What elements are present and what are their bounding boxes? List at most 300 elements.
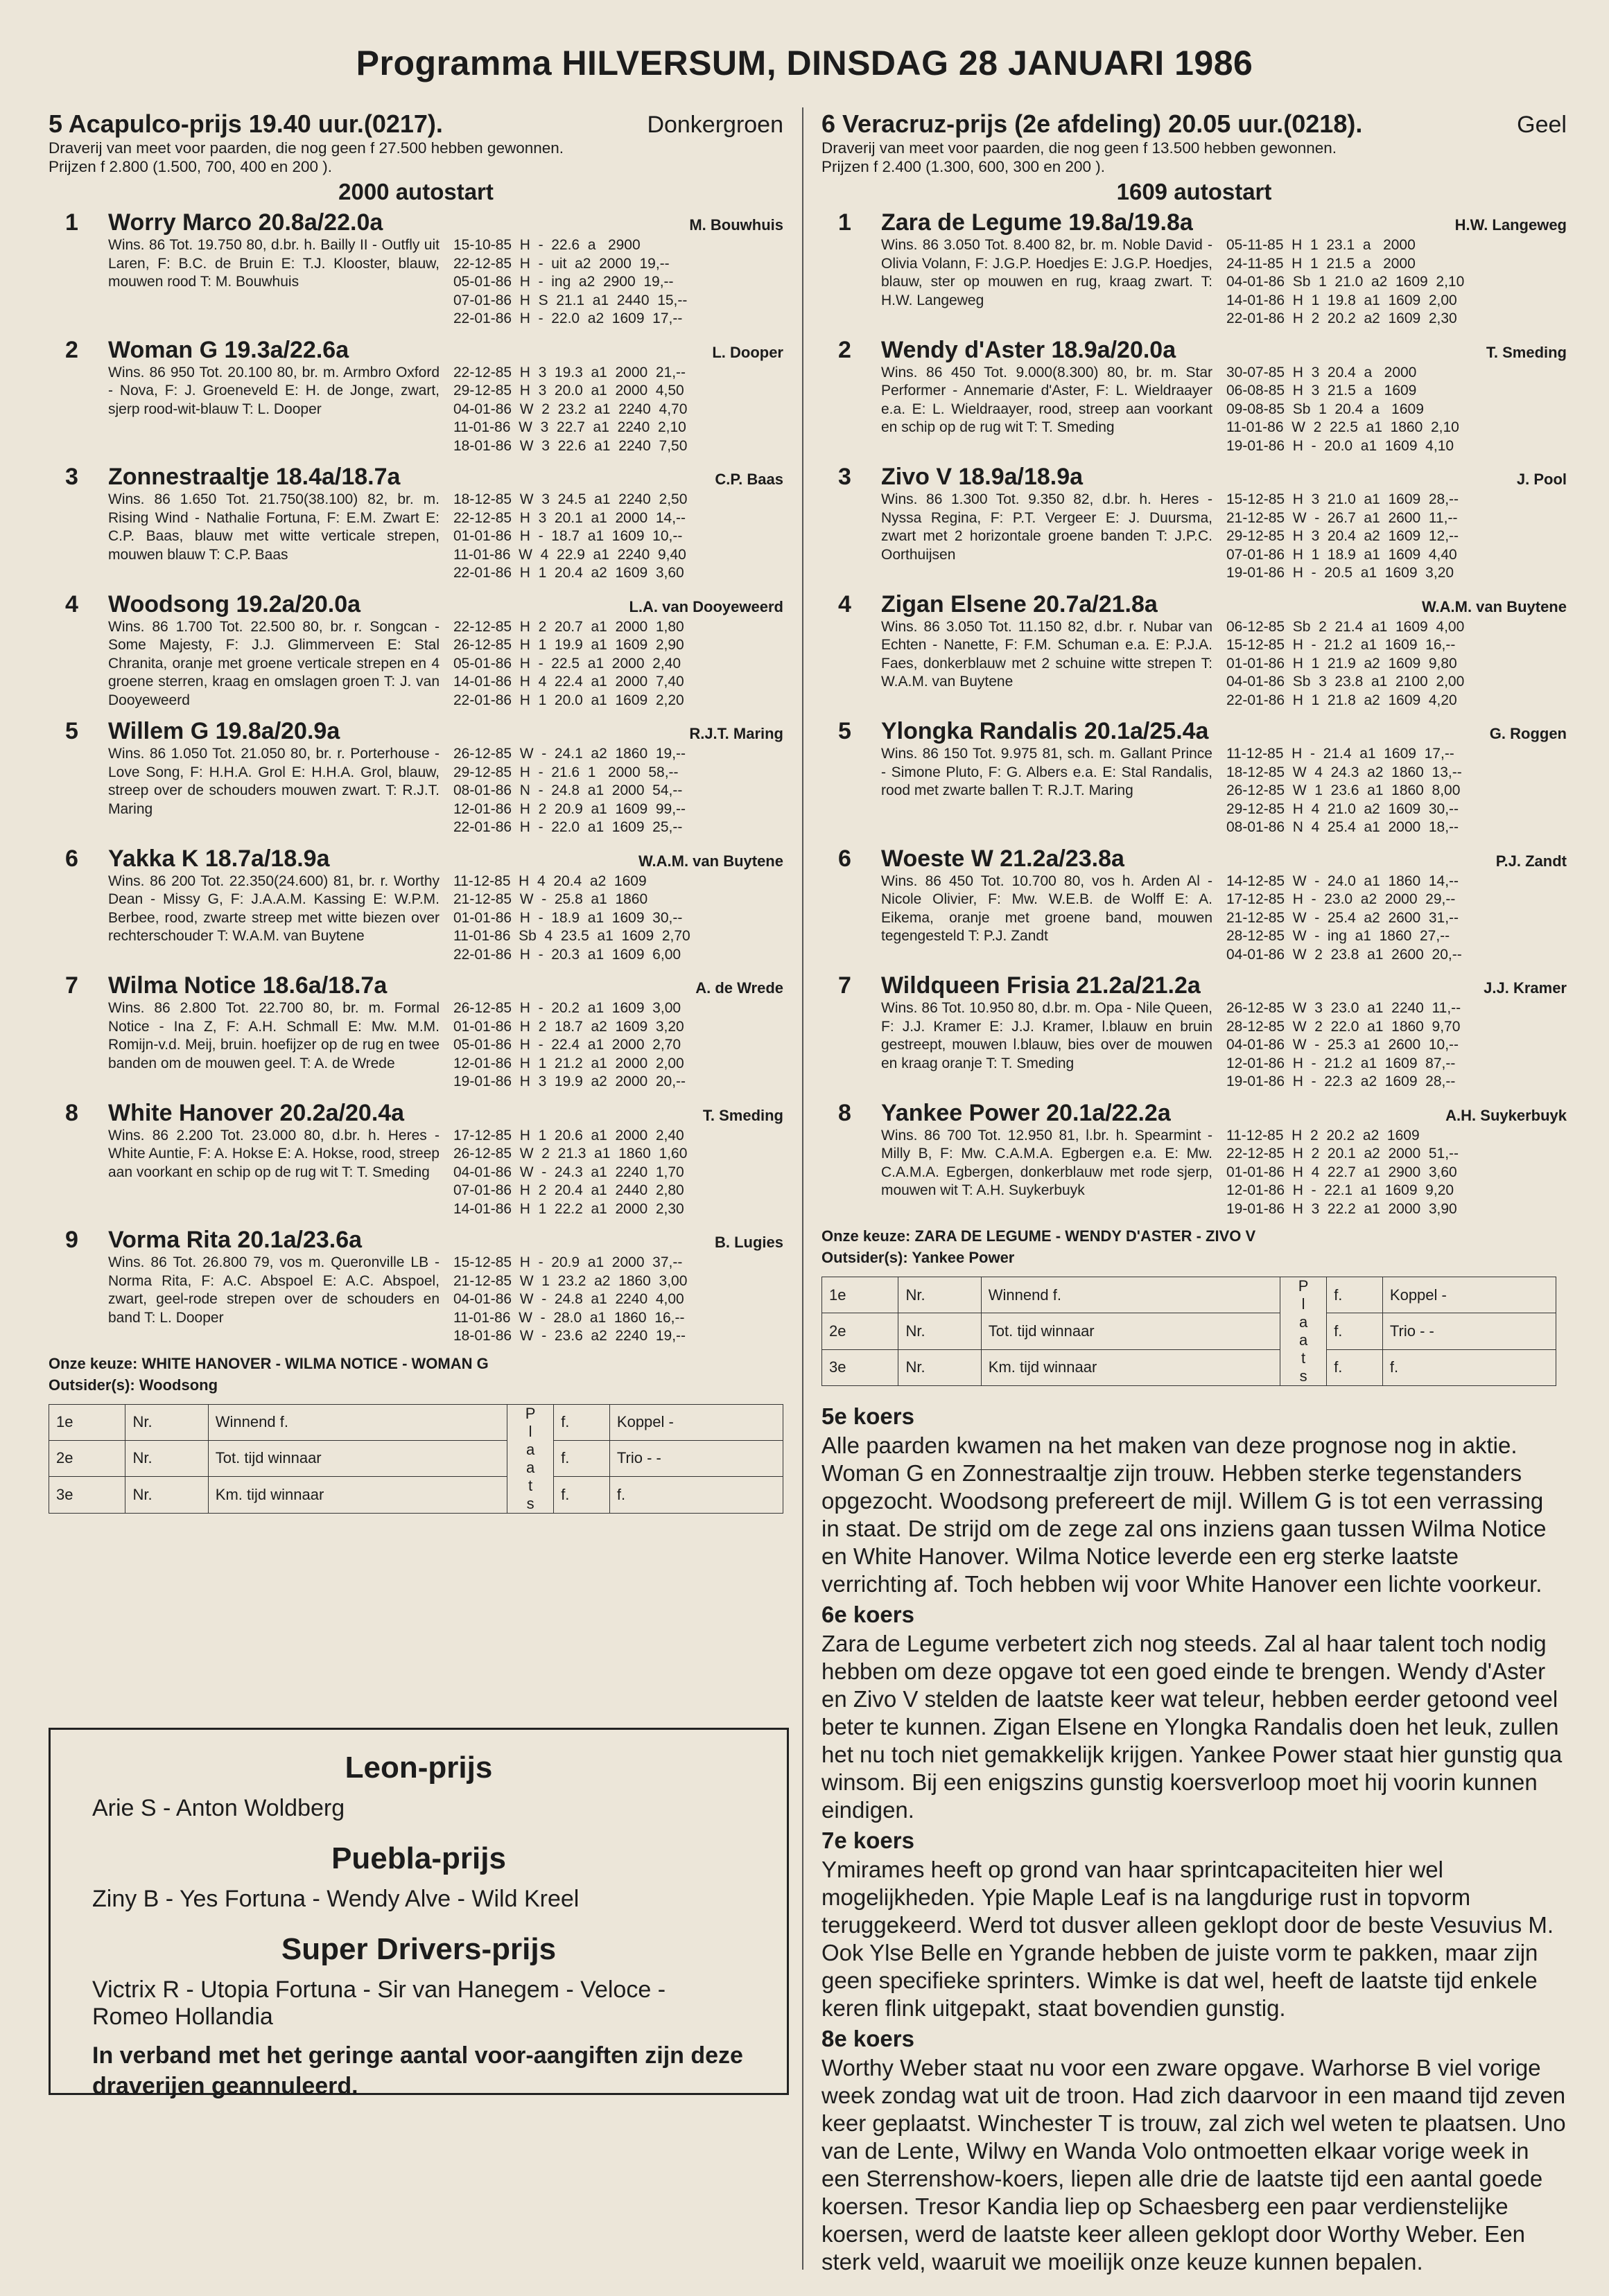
form-line: 19-01-86 H - 20.5 a1 1609 3,20 xyxy=(1226,565,1454,581)
race-conditions: Draverij van meet voor paarden, die nog geen f 13.500 hebben gewonnen. xyxy=(821,139,1337,157)
form-line: 19-01-86 H - 20.0 a1 1609 4,10 xyxy=(1226,437,1454,454)
form-line: 26-12-85 H - 20.2 a1 1609 3,00 xyxy=(453,1000,681,1016)
plaats-letter: P xyxy=(1298,1277,1309,1295)
form-row xyxy=(1226,292,1468,310)
form-row xyxy=(453,692,688,710)
horse-number: 8 xyxy=(65,1099,78,1126)
form-line: 28-12-85 W - ing a1 1860 27,-- xyxy=(1226,928,1450,944)
form-row xyxy=(1226,873,1466,891)
horse-number: 2 xyxy=(838,336,851,363)
form-row xyxy=(1226,527,1463,546)
plaats-letter: a xyxy=(1298,1331,1308,1349)
horse-driver: A.H. Suykerbuyk xyxy=(1445,1106,1567,1124)
form-line: 17-12-85 H - 23.0 a2 2000 29,-- xyxy=(1226,891,1456,907)
horse-name: Woodsong 19.2a/20.0a xyxy=(108,590,361,617)
form-line: 21-12-85 W 1 23.2 a2 1860 3,00 xyxy=(453,1272,688,1289)
form-line: 11-01-86 W 3 22.7 a1 2240 2,10 xyxy=(453,419,686,435)
form-row xyxy=(1226,401,1463,419)
form-row xyxy=(453,1254,691,1272)
form-row xyxy=(453,382,691,401)
horse-body xyxy=(108,745,783,837)
race-prizes: Prijzen f 2.800 (1.500, 700, 400 en 200 ). xyxy=(49,158,333,175)
form-line: 15-12-85 H 3 21.0 a1 1609 28,-- xyxy=(1226,491,1459,507)
horse-form xyxy=(453,236,691,328)
form-row xyxy=(1226,655,1468,674)
plaats-letter: a xyxy=(525,1440,535,1458)
nr-cell: Nr. xyxy=(125,1477,208,1513)
form-line: 05-11-85 H 1 23.1 a 2000 xyxy=(1226,237,1416,253)
form-row xyxy=(1226,999,1465,1018)
form-line: 11-01-86 W 4 22.9 a1 2240 9,40 xyxy=(453,546,686,563)
horse-header xyxy=(821,337,1567,364)
horse-body xyxy=(881,491,1567,583)
horse-header xyxy=(49,1227,783,1254)
form-line: 08-01-86 N 4 25.4 a1 2000 18,-- xyxy=(1226,819,1459,835)
form-line: 22-01-86 H 1 20.0 a1 1609 2,20 xyxy=(453,692,684,708)
horse-description: Wins. 86 700 Tot. 12.950 81, l.br. h. Spearmint - Milly B, F: Mw. C.A.M.A. Egbergen e.a. E: Mw. C.A.M.A. Egbergen, donkerblauw met rode sjerp, mouwen wit T: A.H. Suykerbuyk xyxy=(881,1127,1212,1198)
plaats-letter: l xyxy=(1301,1295,1305,1313)
form-row xyxy=(453,1018,690,1037)
form-line: 30-07-85 H 3 20.4 a 2000 xyxy=(1226,364,1417,380)
form-line: 04-01-86 W - 25.3 a1 2600 10,-- xyxy=(1226,1037,1459,1053)
form-row xyxy=(453,546,691,565)
horse-header xyxy=(49,209,783,236)
form-table xyxy=(1226,873,1466,965)
horse-driver: L. Dooper xyxy=(712,343,783,361)
horse-header xyxy=(821,972,1567,999)
horse-number: 3 xyxy=(65,464,78,490)
form-row xyxy=(1226,364,1463,383)
form-line: 04-01-86 W - 24.8 a1 2240 4,00 xyxy=(453,1291,684,1307)
form-row xyxy=(1226,1055,1465,1073)
result-row xyxy=(822,1313,1556,1349)
horse-body xyxy=(881,745,1567,837)
form-table xyxy=(453,873,695,965)
form-line: 11-01-86 W 2 22.5 a1 1860 2,10 xyxy=(1226,419,1459,435)
form-line: 26-12-85 W - 24.1 a2 1860 19,-- xyxy=(453,746,686,762)
horse-header xyxy=(821,845,1567,873)
plaats-label-cell xyxy=(507,1404,553,1513)
form-line: 01-01-86 H 1 21.9 a2 1609 9,80 xyxy=(1226,655,1457,672)
form-row xyxy=(453,800,690,819)
form-table xyxy=(453,745,690,837)
result-row xyxy=(49,1477,783,1513)
horse-form xyxy=(1226,873,1466,965)
horse-number: 4 xyxy=(838,590,851,617)
form-row xyxy=(453,364,691,383)
form-row xyxy=(1226,618,1468,637)
combo-cell: Trio - - xyxy=(1382,1313,1556,1349)
form-line: 11-01-86 W - 28.0 a1 1860 16,-- xyxy=(453,1309,685,1326)
commentary-text: Zara de Legume verbetert zich nog steeds. Zal al haar talent toch nodig hebben om deze opgave tot een goed einde te brengen. Wendy d'Aster en Zivo V stelden de laatste keer wat teleur, hebben eerder getoond veel beter te kunnen. Zigan Elsene en Ylongka Randalis doen het leuk, zullen het nu toch niet gemakkelijk krijgen. Yankee Power staat hier gunstig qua winsom. Bij een enigszins gunstig koersverloop moet hij voorin kunnen eindigen. xyxy=(821,1631,1563,1823)
horse-driver: W.A.M. van Buytene xyxy=(638,852,783,870)
horse-description: Wins. 86 1.650 Tot. 21.750(38.100) 82, br. m. Rising Wind - Nathalie Fortuna, F: E.M. Zwart E: C.P. Baas, blauw met witte verticale strepen, mouwen blauw T: C.P. Baas xyxy=(108,491,440,563)
horse-description: Wins. 86 3.050 Tot. 11.150 82, d.br. r. Nubar van Echten - Nanette, F: F.M. Schuman e.a. E: P.J.A. Faes, donkerblauw met 2 schuine witte strepen T: W.A.M. van Buytene xyxy=(881,618,1212,690)
horse-name-line xyxy=(821,209,1193,236)
form-line: 28-12-85 W 2 22.0 a1 1860 9,70 xyxy=(1226,1018,1461,1035)
form-line: 07-01-86 H 1 18.9 a1 1609 4,40 xyxy=(1226,546,1457,563)
form-line: 19-01-86 H 3 19.9 a2 2000 20,-- xyxy=(453,1073,686,1089)
horse-body xyxy=(881,364,1567,456)
horse-form xyxy=(1226,618,1468,710)
result-label-cell: Km. tijd winnaar xyxy=(208,1477,507,1513)
horse-header xyxy=(49,464,783,491)
form-line: 29-12-85 H 3 20.4 a2 1609 12,-- xyxy=(1226,528,1459,544)
horse-name: Wilma Notice 18.6a/18.7a xyxy=(108,972,388,999)
horse-driver: H.W. Langeweg xyxy=(1454,216,1567,234)
form-row xyxy=(453,236,691,255)
horse-description: Wins. 86 2.800 Tot. 22.700 80, br. m. Formal Notice - Ina Z, F: A.H. Schmall E: Mw. M.M. Romijn-v.d. Meij, bruin. hoefijzer op de rug en twee banden om de mouwen geel. T: A. de Wrede xyxy=(108,1000,440,1071)
race-title: 6 Veracruz-prijs (2e afdeling) 20.05 uur.(0218). xyxy=(821,109,1363,138)
form-line: 14-01-86 H 4 22.4 a1 2000 7,40 xyxy=(453,674,684,690)
form-table xyxy=(1226,618,1468,710)
form-line: 22-01-86 H 2 20.2 a2 1609 2,30 xyxy=(1226,310,1457,326)
horse-entry xyxy=(49,718,783,837)
horse-number: 5 xyxy=(65,718,78,744)
form-table xyxy=(453,1254,691,1346)
horse-header xyxy=(49,591,783,618)
horse-name: Yankee Power 20.1a/22.2a xyxy=(881,1099,1171,1126)
form-line: 07-01-86 H S 21.1 a1 2440 15,-- xyxy=(453,292,688,308)
form-row xyxy=(1226,1200,1463,1219)
form-line: 22-12-85 H 3 19.3 a1 2000 21,-- xyxy=(453,364,686,380)
horse-name-line xyxy=(49,591,360,618)
form-row xyxy=(1226,745,1466,764)
place-f-cell: f. xyxy=(1327,1349,1383,1385)
form-row xyxy=(1226,927,1466,946)
horse-number: 4 xyxy=(65,590,78,617)
form-row xyxy=(1226,382,1463,401)
horse-description: Wins. 86 950 Tot. 20.100 80, br. m. Armbro Oxford - Nova, F: J. Groeneveld E: H. de Jonge, zwart, sjerp rood-wit-blauw T: L. Dooper xyxy=(108,364,440,417)
horse-header xyxy=(49,718,783,745)
form-line: 15-10-85 H - 22.6 a 2900 xyxy=(453,237,641,253)
form-line: 26-12-85 W 3 23.0 a1 2240 11,-- xyxy=(1226,1000,1461,1016)
form-row xyxy=(453,1073,690,1092)
horse-number: 3 xyxy=(838,464,851,490)
form-line: 22-01-86 H 1 20.4 a2 1609 3,60 xyxy=(453,565,684,581)
result-table xyxy=(821,1277,1556,1386)
horse-number: 5 xyxy=(838,718,851,744)
race-prizes: Prijzen f 2.400 (1.300, 600, 300 en 200 ). xyxy=(821,158,1106,175)
form-row xyxy=(453,1145,691,1164)
horse-number: 6 xyxy=(65,845,78,872)
super-drivers-text: Victrix R - Utopia Fortuna - Sir van Hanegem - Veloce - Romeo Hollandia xyxy=(92,1977,666,2030)
horse-form xyxy=(1226,1127,1463,1219)
place-cell: 1e xyxy=(822,1277,898,1313)
form-line: 06-08-85 H 3 21.5 a 1609 xyxy=(1226,383,1417,398)
form-line: 11-12-85 H 4 20.4 a2 1609 xyxy=(453,873,647,889)
horse-header xyxy=(49,845,783,873)
race-header xyxy=(821,109,1567,139)
horse-header xyxy=(49,1100,783,1127)
horse-entry xyxy=(821,337,1567,456)
outsider: Outsider(s): Woodsong xyxy=(49,1376,218,1394)
commentary-text: Alle paarden kwamen na het maken van deze prognose nog in aktie. Woman G en Zonnestraaltje zijn trouw. Hebben sterke tegenstanders opgezocht. Woodsong prefereert de mijl. Willem G is tot een verrassing in staat. De strijd om de zege zal ons inziens gaan tussen Wilma Notice en White Hanover. Wilma Notice leverde een erg sterke laatste verrichting af. Toch hebben wij voor White Hanover een lichte voorkeur. xyxy=(821,1432,1547,1597)
form-line: 06-12-85 Sb 2 21.4 a1 1609 4,00 xyxy=(1226,618,1465,635)
race-5-column xyxy=(49,109,783,1514)
horse-driver: P.J. Zandt xyxy=(1495,852,1567,870)
horse-name: Zivo V 18.9a/18.9a xyxy=(881,464,1084,490)
form-line: 22-01-86 H - 22.0 a1 1609 25,-- xyxy=(453,819,683,835)
form-line: 14-12-85 W - 24.0 a1 1860 14,-- xyxy=(1226,873,1459,889)
horse-form xyxy=(453,873,695,965)
form-row xyxy=(1226,273,1468,292)
form-row xyxy=(453,764,690,782)
plaats-letter: a xyxy=(1298,1313,1308,1331)
form-row xyxy=(1226,800,1466,819)
combo-cell: Trio - - xyxy=(609,1440,783,1476)
result-label-cell: Tot. tijd winnaar xyxy=(208,1440,507,1476)
form-line: 12-01-86 H - 21.2 a1 1609 87,-- xyxy=(1226,1055,1456,1071)
form-row xyxy=(1226,764,1466,782)
horse-driver: A. de Wrede xyxy=(695,979,783,997)
form-line: 11-01-86 Sb 4 23.5 a1 1609 2,70 xyxy=(453,928,690,944)
form-line: 04-01-86 W - 24.3 a1 2240 1,70 xyxy=(453,1164,684,1180)
plaats-letter: s xyxy=(1299,1367,1307,1385)
form-line: 14-01-86 H 1 19.8 a1 1609 2,00 xyxy=(1226,292,1457,308)
horse-name-line xyxy=(821,464,1083,491)
form-row xyxy=(453,818,690,837)
horse-entry xyxy=(821,1100,1567,1219)
horse-entry xyxy=(821,591,1567,710)
form-line: 26-12-85 W 2 21.3 a1 1860 1,60 xyxy=(453,1146,688,1162)
our-pick: Onze keuze: WHITE HANOVER - WILMA NOTICE - WOMAN G xyxy=(49,1354,489,1372)
horse-form xyxy=(1226,999,1465,1092)
race-distance: 1609 autostart xyxy=(1116,179,1272,204)
horse-name-line xyxy=(49,718,340,745)
nr-cell: Nr. xyxy=(898,1277,981,1313)
form-row xyxy=(1226,909,1466,928)
place-f-cell: f. xyxy=(554,1440,610,1476)
place-cell: 2e xyxy=(49,1440,125,1476)
form-row xyxy=(453,491,691,509)
horse-form xyxy=(1226,364,1463,456)
horse-number: 2 xyxy=(65,336,78,363)
horse-driver: T. Smeding xyxy=(702,1106,783,1124)
place-cell: 2e xyxy=(822,1313,898,1349)
nr-cell: Nr. xyxy=(125,1404,208,1440)
horse-driver: J.J. Kramer xyxy=(1484,979,1567,997)
horse-entry xyxy=(49,845,783,965)
race-conditions: Draverij van meet voor paarden, die nog geen f 27.500 hebben gewonnen. xyxy=(49,139,564,157)
horse-description: Wins. 86 3.050 Tot. 8.400 82, br. m. Noble David - Olivia Volann, F: J.G.P. Hoedjes E: J.G.P. Hoedjes, blauw, ster op mouwen en rug, kraag zwart. T: H.W. Langeweg xyxy=(881,237,1212,308)
form-row xyxy=(1226,1164,1463,1182)
form-row xyxy=(453,292,691,310)
form-row xyxy=(453,636,688,655)
horse-body xyxy=(108,1127,783,1219)
form-row xyxy=(453,782,690,800)
form-row xyxy=(453,1127,691,1146)
form-table xyxy=(1226,491,1463,583)
form-table xyxy=(453,491,691,583)
horse-form xyxy=(1226,236,1468,328)
horse-form xyxy=(1226,745,1466,837)
form-row xyxy=(453,401,691,419)
form-line: 01-01-86 H 2 18.7 a2 1609 3,20 xyxy=(453,1018,684,1035)
horse-name-line xyxy=(821,718,1208,745)
horse-header xyxy=(821,464,1567,491)
form-row xyxy=(1226,546,1463,565)
horse-driver: J. Pool xyxy=(1516,471,1567,488)
form-line: 22-01-86 H - 22.0 a2 1609 17,-- xyxy=(453,310,683,326)
horse-description: Wins. 86 2.200 Tot. 23.000 80, d.br. h. Heres - White Auntie, F: A. Hokse E: A. Hokse, rood, streep aan voorkant en schip op de rug wit T: T. Smeding xyxy=(108,1127,440,1180)
form-row xyxy=(453,999,690,1018)
form-row xyxy=(453,673,688,692)
horse-header xyxy=(49,337,783,364)
form-line: 01-01-86 H - 18.7 a1 1609 10,-- xyxy=(453,528,683,544)
horse-name-line xyxy=(821,591,1158,618)
race-6-column xyxy=(821,109,1567,2279)
form-line: 29-12-85 H 4 21.0 a2 1609 30,-- xyxy=(1226,800,1459,817)
form-row xyxy=(1226,818,1466,837)
form-row xyxy=(453,1200,691,1219)
result-label-cell: Winnend f. xyxy=(981,1277,1280,1313)
horse-description: Wins. 86 1.050 Tot. 21.050 80, br. r. Porterhouse - Love Song, F: H.H.A. Grol E: H.H.A. Grol, blauw, streep over de schouders mouwen zwart. T: R.J.T. Maring xyxy=(108,746,440,817)
result-table xyxy=(49,1404,783,1514)
plaats-label-cell xyxy=(1280,1277,1326,1386)
form-row xyxy=(453,909,695,928)
form-row xyxy=(453,1164,691,1182)
form-line: 15-12-85 H - 21.2 a1 1609 16,-- xyxy=(1226,637,1456,653)
horse-name-line xyxy=(49,1100,404,1127)
form-table xyxy=(453,1127,691,1219)
horse-description: Wins. 86 1.300 Tot. 9.350 82, d.br. h. Heres - Nyssa Regina, F: P.T. Vergeer E: J. Duursma, zwart met 2 horizontale groene banden T: J.P.C. Oorthuijsen xyxy=(881,491,1212,563)
form-line: 12-01-86 H - 22.1 a1 1609 9,20 xyxy=(1226,1182,1454,1198)
horse-description: Wins. 86 450 Tot. 9.000(8.300) 80, br. m. Star Performer - Annemarie d'Aster, F: L. Wieldraayer e.a. E: L. Wieldraayer, rood, streep aan voorkant en schip op de rug wit T: T. Smeding xyxy=(881,364,1212,435)
horse-number: 7 xyxy=(65,972,78,999)
horse-name-line xyxy=(821,337,1176,364)
horse-header xyxy=(821,1100,1567,1127)
horse-number: 6 xyxy=(838,845,851,872)
horse-name-line xyxy=(821,1100,1171,1127)
commentary-text: Worthy Weber staat nu voor een zware opgave. Warhorse B viel vorige week zondag wat uit de troon. Had zich daarvoor in een maand tijd zeven keer geplaatst. Winchester T is trouw, zal zich wel weten te plaatsen. Uno van de Lente, Wilwy en Wanda Volo ontmoetten elkaar vorige week in een Sterrenshow-koers, liepen alle drie de laatste tijd een aantal goede koersen. Tresor Kandia liep op Schaesberg een paar verdienstelijke koersen, werd de laatste keer alleen geklopt door Worthy Weber. Een sterk veld, waaruit we moeilijk onze keuze kunnen bepalen. xyxy=(821,2055,1566,2275)
form-row xyxy=(453,273,691,292)
form-line: 01-01-86 H 4 22.7 a1 2900 3,60 xyxy=(1226,1164,1457,1180)
form-row xyxy=(1226,491,1463,509)
form-row xyxy=(1226,1036,1465,1055)
result-row xyxy=(49,1440,783,1476)
horse-number: 7 xyxy=(838,972,851,999)
plaats-letter: t xyxy=(1301,1349,1306,1367)
horse-entry xyxy=(821,209,1567,328)
commentary-heading: 8e koers xyxy=(821,2026,914,2051)
horse-body xyxy=(881,236,1567,328)
place-cell: 3e xyxy=(49,1477,125,1513)
puebla-title: Puebla-prijs xyxy=(331,1841,506,1875)
form-row xyxy=(1226,782,1466,800)
result-row xyxy=(822,1277,1556,1313)
horse-body xyxy=(108,873,783,965)
form-line: 05-01-86 H - 22.5 a1 2000 2,40 xyxy=(453,655,681,672)
horse-header xyxy=(49,972,783,999)
form-row xyxy=(1226,236,1468,255)
commentary-heading: 7e koers xyxy=(821,1828,914,1853)
race-color: Geel xyxy=(1517,112,1567,138)
horse-description: Wins. 86 450 Tot. 10.700 80, vos h. Arden Al - Nicole Olivier, F: Mw. W.E.B. de Wolff E: A. Eikema, oranje met groene band, mouwen tegengesteld T: P.J. Zandt xyxy=(881,873,1212,944)
form-row xyxy=(1226,673,1468,692)
combo-cell: f. xyxy=(609,1477,783,1513)
horse-entry xyxy=(49,209,783,328)
form-row xyxy=(453,1309,691,1328)
form-line: 18-12-85 W 3 24.5 a1 2240 2,50 xyxy=(453,491,688,507)
commentary-text: Ymirames heeft op grond van haar sprintcapaciteiten hier wel mogelijkheden. Ypie Maple Leaf is na langdurige rust in topvorm teruggekeerd. Werd tot dusver alleen geklopt door de beste Vesuvius M. Ook Ylse Belle en Ygrande hebben de juiste vorm te pakken, maar zijn geen specifieke sprinters. Wimke is dat wel, heeft de laatste tijd enkele keren flink uitgepakt, staat bovendien gunstig. xyxy=(821,1857,1554,2021)
horse-header xyxy=(821,209,1567,236)
horse-body xyxy=(108,491,783,583)
race-header xyxy=(49,109,783,139)
horse-driver: T. Smeding xyxy=(1486,343,1567,361)
horse-driver: R.J.T. Maring xyxy=(689,725,783,742)
horse-name: Yakka K 18.7a/18.9a xyxy=(108,845,330,872)
horse-form xyxy=(453,1254,691,1346)
horse-body xyxy=(881,873,1567,965)
form-table xyxy=(453,364,691,456)
form-row xyxy=(453,419,691,437)
horse-driver: M. Bouwhuis xyxy=(689,216,783,234)
horse-description: Wins. 86 1.700 Tot. 22.500 80, br. r. Songcan - Some Majesty, F: J.J. Glimmerveen E: Stal Chranita, oranje met groene verticale strepen en 4 groene sterren, kraag en omslagen groen T: J. van Dooyeweerd xyxy=(108,618,440,708)
form-row xyxy=(1226,255,1468,274)
form-line: 24-11-85 H 1 21.5 a 2000 xyxy=(1226,255,1416,272)
race-color: Donkergroen xyxy=(647,112,783,138)
form-row xyxy=(453,891,695,909)
combo-cell: Koppel - xyxy=(609,1404,783,1440)
form-row xyxy=(453,927,695,946)
result-label-cell: Winnend f. xyxy=(208,1404,507,1440)
horse-entry xyxy=(49,972,783,1092)
form-row xyxy=(453,1182,691,1200)
horse-name: Willem G 19.8a/20.9a xyxy=(108,718,340,744)
horse-body xyxy=(108,618,783,710)
form-line: 12-01-86 H 2 20.9 a1 1609 99,-- xyxy=(453,800,686,817)
form-table xyxy=(453,236,691,328)
form-table xyxy=(1226,364,1463,456)
commentary-heading: 6e koers xyxy=(821,1602,914,1627)
form-line: 22-12-85 H 2 20.7 a1 2000 1,80 xyxy=(453,618,684,635)
horse-driver: G. Roggen xyxy=(1489,725,1567,742)
form-line: 07-01-86 H 2 20.4 a1 2440 2,80 xyxy=(453,1182,684,1198)
horse-number: 8 xyxy=(838,1099,851,1126)
horse-entry xyxy=(821,718,1567,837)
form-line: 29-12-85 H 3 20.0 a1 2000 4,50 xyxy=(453,383,684,398)
horse-form xyxy=(453,999,690,1092)
horse-name: Zigan Elsene 20.7a/21.8a xyxy=(881,590,1158,617)
horse-name: Vorma Rita 20.1a/23.6a xyxy=(108,1227,363,1253)
horse-name: Woman G 19.3a/22.6a xyxy=(108,336,349,363)
horse-body xyxy=(108,999,783,1092)
form-line: 15-12-85 H - 20.9 a1 2000 37,-- xyxy=(453,1254,683,1270)
place-cell: 1e xyxy=(49,1404,125,1440)
horse-description: Wins. 86 200 Tot. 22.350(24.600) 81, br. r. Worthy Dean - Missy G, F: J.A.A.M. Kassing E: W.P.M. Berbee, rood, zwarte streep met witte biezen over rechterschouder T: W.A.M. van Buytene xyxy=(108,873,440,944)
horse-name-line xyxy=(49,209,383,236)
column-divider xyxy=(802,107,803,2270)
plaats-letter: a xyxy=(525,1458,535,1476)
cancellation-note: In verband met het geringe aantal voor-aangiften zijn deze draverijen geannuleerd. xyxy=(92,2042,743,2099)
horse-name-line xyxy=(49,464,400,491)
place-f-cell: f. xyxy=(1327,1277,1383,1313)
form-table xyxy=(453,618,688,710)
horse-body xyxy=(108,364,783,456)
form-row xyxy=(1226,1127,1463,1146)
plaats-letter: P xyxy=(525,1404,536,1422)
horse-entry xyxy=(49,591,783,710)
form-table xyxy=(1226,745,1466,837)
horse-number: 1 xyxy=(838,209,851,236)
form-line: 11-12-85 H 2 20.2 a2 1609 xyxy=(1226,1127,1420,1143)
horse-form xyxy=(453,364,691,456)
horse-name-line xyxy=(49,337,349,364)
form-row xyxy=(1226,310,1468,328)
result-row xyxy=(49,1404,783,1440)
form-row xyxy=(1226,1018,1465,1037)
